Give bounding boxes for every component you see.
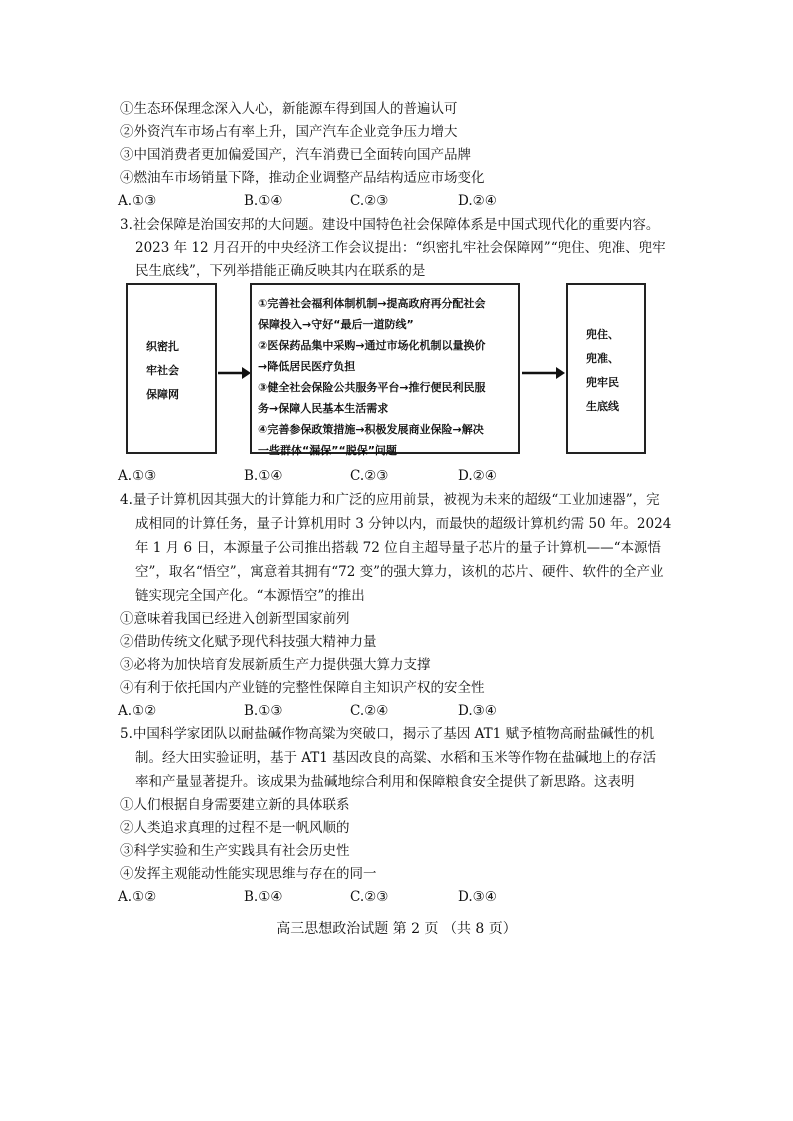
q4-option-1: ①意味着我国已经进入创新型国家前列 — [120, 611, 350, 627]
q5-answer-b: B.①④ — [244, 889, 283, 905]
q2-option-3: ③中国消费者更加偏爱国产，汽车消费已全面转向国产品牌 — [120, 147, 471, 163]
q5-option-2: ②人类追求真理的过程不是一帆风顺的 — [120, 820, 350, 836]
q2-option-1: ①生态环保理念深入人心，新能源车得到国人的普遍认可 — [120, 101, 458, 117]
q4-answer-b: B.①③ — [244, 703, 283, 719]
q2-option-4: ④燃油车市场销量下降，推动企业调整产品结构适应市场变化 — [120, 170, 485, 186]
q3-stem-1: 3.社会保障是治国安邦的大问题。建设中国特色社会保障体系是中国式现代化的重要内容。 — [120, 217, 660, 233]
q5-stem-2: 制。经大田实验证明，基于 AT1 基因改良的高粱、水稻和玉米等作物在盐碱地上的存活 — [135, 750, 657, 766]
q3-answer-a: A.①③ — [118, 468, 157, 484]
q4-option-4: ④有利于依托国内产业链的完整性保障自主知识产权的安全性 — [120, 680, 485, 696]
q5-answer-c: C.②③ — [350, 889, 389, 905]
q5-answer-d: D.③④ — [458, 889, 497, 905]
q5-option-3: ③科学实验和生产实践具有社会历史性 — [120, 843, 350, 859]
q2-answer-b: B.①④ — [244, 193, 283, 209]
q3-answer-d: D.②④ — [458, 468, 497, 484]
q5-option-4: ④发挥主观能动性能实现思维与存在的同一 — [120, 866, 377, 882]
diagram-left-text: 织密扎 牢社会 保障网 — [146, 340, 179, 401]
arrow-right-icon — [522, 366, 566, 380]
q5-stem-1: 5.中国科学家团队以耐盐碱作物高粱为突破口，揭示了基因 AT1 赋予植物高耐盐碱性的机 — [120, 726, 655, 742]
q4-stem-2: 成相同的计算任务，量子计算机用时 3 分钟以内，而最快的超级计算机约需 50 年。2024 — [135, 516, 672, 532]
q2-answer-c: C.②③ — [350, 193, 389, 209]
q4-answer-c: C.②④ — [350, 703, 389, 719]
q4-stem-3: 年 1 月 6 日，本源量子公司推出搭载 72 位自主超导量子芯片的量子计算机——“本源悟 — [135, 540, 662, 556]
q5-option-1: ①人们根据自身需要建立新的具体联系 — [120, 797, 350, 813]
q3-answer-c: C.②③ — [350, 468, 389, 484]
q3-stem-2: 2023 年 12 月召开的中央经济工作会议提出：“织密扎牢社会保障网”“兜住、兜准、兜牢 — [135, 240, 666, 256]
q2-answer-a: A.①③ — [118, 193, 157, 209]
q2-answer-d: D.②④ — [458, 193, 497, 209]
q4-stem-4: 空”，取名“悟空”，寓意着其拥有“72 变”的强大算力，该机的芯片、硬件、软件的全产业 — [135, 564, 664, 580]
diagram-middle-text: ①完善社会福利体制机制→提高政府再分配社会 保障投入→守好“最后一道防线” ②医保药品集中采购→通过市场化机制以量换价 →降低居民医疗负担 ③健全社会保险公共服务平台→推行便民利民服 务→保障人民基本生活需求 ④完善参保政策措施→积极发展商业保险→解决 一些群体“漏保”“脱保”问题 — [258, 297, 486, 457]
diagram-right-text: 兜住、 兜准、 兜牢民 生底线 — [586, 328, 619, 413]
q5-stem-3: 率和产量显著提升。该成果为盐碱地综合利用和保障粮食安全提供了新思路。这表明 — [135, 774, 635, 790]
q4-option-3: ③必将为加快培育发展新质生产力提供强大算力支撑 — [120, 657, 431, 673]
page-footer: 高三思想政治试题 第 2 页 （共 8 页） — [276, 921, 517, 937]
arrow-right-icon — [218, 366, 252, 380]
q4-stem-5: 链实现完全国产化。“本源悟空”的推出 — [135, 588, 365, 604]
q3-stem-3: 民生底线”，下列举措能正确反映其内在联系的是 — [135, 263, 426, 279]
q4-answer-a: A.①② — [118, 703, 157, 719]
q2-option-2: ②外资汽车市场占有率上升，国产汽车企业竞争压力增大 — [120, 124, 458, 140]
q4-answer-d: D.③④ — [458, 703, 497, 719]
q3-answer-b: B.①④ — [244, 468, 283, 484]
diagram-middle-box — [250, 283, 520, 457]
q4-stem-1: 4.量子计算机因其强大的计算能力和广泛的应用前景，被视为未来的超级“工业加速器”，完 — [120, 492, 660, 508]
q4-option-2: ②借助传统文化赋予现代科技强大精神力量 — [120, 634, 377, 650]
diagram-left-box — [126, 283, 217, 454]
q5-answer-a: A.①② — [118, 889, 157, 905]
diagram-right-box — [566, 283, 646, 454]
